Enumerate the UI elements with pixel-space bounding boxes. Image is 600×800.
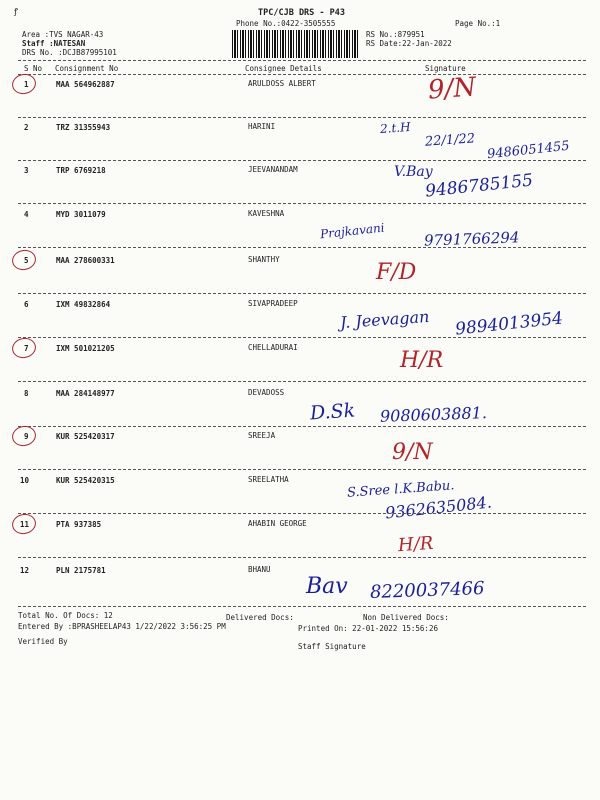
col-signature: Signature <box>425 64 466 73</box>
row-signature-2: 9894013954 <box>454 308 564 340</box>
row-sno: 1 <box>24 80 29 89</box>
row-divider <box>18 247 586 248</box>
row-consignee: SREELATHA <box>248 475 289 484</box>
row-consignment: IXM 501021205 <box>56 344 115 353</box>
header-divider <box>18 60 586 61</box>
printed-on: Printed On: 22-01-2022 15:56:26 <box>298 624 438 633</box>
row-signature-2: 9791766294 <box>423 228 520 250</box>
row-consignment: MAA 284148977 <box>56 389 115 398</box>
row-divider <box>18 426 586 427</box>
header-divider-bottom <box>18 74 586 75</box>
entered-by: Entered By :BPRASHEELAP43 1/22/2022 3:56:25 PM <box>18 622 226 631</box>
rs-number: RS No.:879951 <box>366 30 425 39</box>
row-signature-1: D.Sk <box>309 399 356 425</box>
row-sno: 8 <box>24 389 29 398</box>
row-consignee: BHANU <box>248 565 271 574</box>
row-signature-1: 9/N <box>392 440 433 465</box>
row-signature-1: 9/N <box>427 72 478 106</box>
row-consignment: PLN 2175781 <box>56 566 106 575</box>
row-circle-mark <box>10 336 38 361</box>
row-divider <box>18 469 586 470</box>
row-signature-2: 9362635084. <box>384 492 493 523</box>
row-signature-1: J. Jeevagan <box>339 306 430 333</box>
row-divider <box>18 203 586 204</box>
row-signature-1: S.Sree l.K.Babu. <box>346 478 455 501</box>
row-consignee: CHELLADURAI <box>248 343 298 352</box>
row-consignee: SIVAPRADEEP <box>248 299 298 308</box>
area-label: Area :TVS NAGAR-43 <box>22 30 104 39</box>
row-consignment: MYD 3011079 <box>56 210 106 219</box>
row-signature-1: V.Bay <box>394 164 433 180</box>
row-divider <box>18 337 586 338</box>
row-consignment: IXM 49832864 <box>56 300 111 309</box>
total-docs: Total No. Of Docs: 12 <box>18 611 113 620</box>
barcode <box>232 30 360 58</box>
row-signature-1: H/R <box>397 532 435 557</box>
row-consignment: PTA 937385 <box>56 520 102 529</box>
row-sno: 11 <box>20 520 30 529</box>
row-sno: 12 <box>20 566 30 575</box>
row-sno: 5 <box>24 256 29 265</box>
row-divider <box>18 293 586 294</box>
row-divider <box>18 513 586 514</box>
row-divider <box>18 117 586 118</box>
staff-signature: Staff Signature <box>298 642 366 651</box>
rs-date: RS Date:22-Jan-2022 <box>366 39 452 48</box>
row-consignee: DEVADOSS <box>248 388 285 397</box>
row-signature-2: 9486785155 <box>424 170 534 202</box>
row-signature-2: 22/1/22 <box>424 131 476 150</box>
row-consignment: KUR 525420315 <box>56 476 115 485</box>
page-number: Page No.:1 <box>455 19 501 28</box>
non-delivered-docs: Non Delivered Docs: <box>363 613 449 622</box>
row-consignment: MAA 278600331 <box>56 256 115 265</box>
row-consignee: HARINI <box>248 122 276 131</box>
row-signature-2: 9080603881. <box>379 403 488 426</box>
phone-number: Phone No.:0422-3505555 <box>236 19 336 28</box>
verified-by: Verified By <box>18 637 68 646</box>
row-circle-mark <box>10 512 38 537</box>
col-sno: S No <box>24 64 43 73</box>
row-sno: 4 <box>24 210 29 219</box>
row-consignee: JEEVANANDAM <box>248 165 298 174</box>
row-signature-1: F/D <box>376 260 417 285</box>
row-sno: 10 <box>20 476 30 485</box>
row-consignee: AHABIN GEORGE <box>248 519 307 528</box>
row-consignee: SREEJA <box>248 431 276 440</box>
row-signature-1: H/R <box>400 348 444 373</box>
row-consignment: TRZ 31355943 <box>56 123 111 132</box>
col-consignment: Consignment No <box>55 64 119 73</box>
row-divider <box>18 160 586 161</box>
row-sno: 3 <box>24 166 29 175</box>
drs-number: DRS No. :DCJB87995101 <box>22 48 117 57</box>
corner-mark: ꝭ <box>14 7 18 16</box>
row-signature-1: Bav <box>306 574 348 599</box>
row-consignment: TRP 6769218 <box>56 166 106 175</box>
row-signature-1: Prajkavani <box>319 220 386 242</box>
row-circle-mark <box>10 248 38 273</box>
row-divider <box>18 381 586 382</box>
row-signature-3: 9486051455 <box>486 138 571 163</box>
row-consignee: ARULDOSS ALBERT <box>248 79 316 88</box>
row-consignment: MAA 564962887 <box>56 80 115 89</box>
row-circle-mark <box>10 424 38 449</box>
row-circle-mark <box>10 72 38 97</box>
row-sno: 6 <box>24 300 29 309</box>
staff-label: Staff :NATESAN <box>22 39 86 48</box>
delivered-docs: Delivered Docs: <box>226 613 294 622</box>
row-signature-2: 8220037466 <box>369 578 485 603</box>
col-consignee: Consignee Details <box>245 64 322 73</box>
row-consignee: KAVESHNA <box>248 209 285 218</box>
row-sno: 2 <box>24 123 29 132</box>
row-sno: 7 <box>24 344 29 353</box>
footer-divider <box>18 606 586 607</box>
doc-title: TPC/CJB DRS - P43 <box>258 8 345 18</box>
row-signature-1: 2.t.H <box>379 119 412 137</box>
row-consignment: KUR 525420317 <box>56 432 115 441</box>
row-consignee: SHANTHY <box>248 255 280 264</box>
row-divider <box>18 557 586 558</box>
row-sno: 9 <box>24 432 29 441</box>
